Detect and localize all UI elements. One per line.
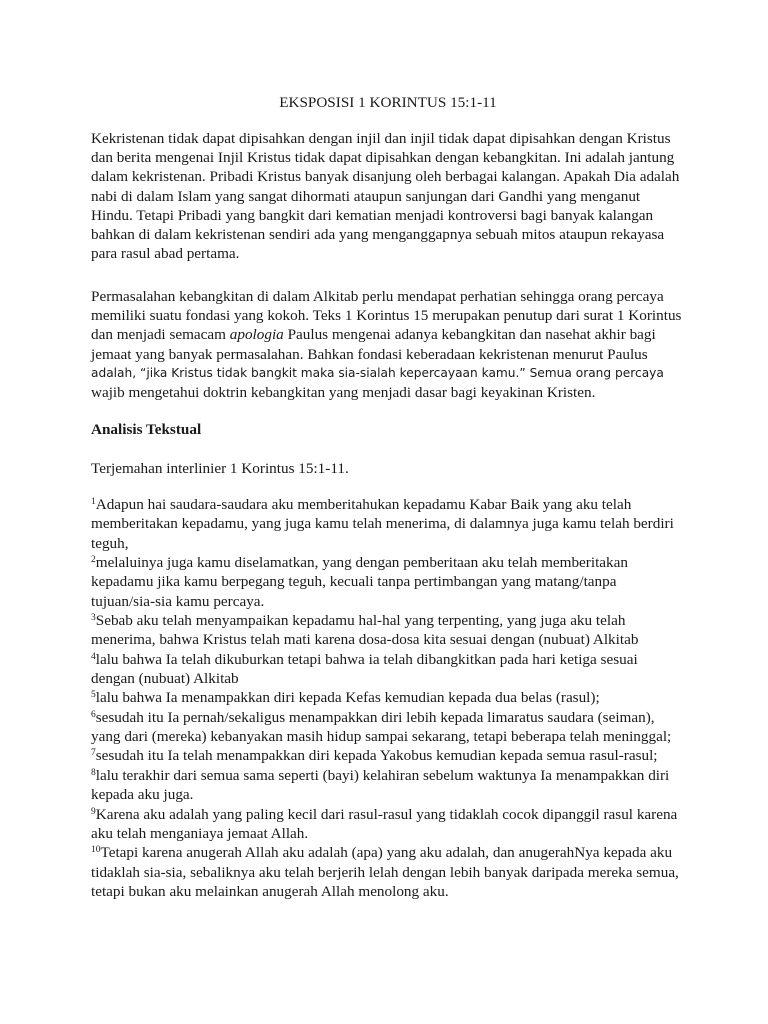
verse-line — [91, 785, 691, 804]
verse-line — [91, 611, 691, 630]
verse-line — [91, 882, 691, 901]
verse-text: lalu bahwa Ia telah dikuburkan tetapi bahwa ia telah dibangkitkan pada hari ketiga sesuai — [95, 650, 638, 668]
text-line: memiliki suatu fondasi yang kokoh. Teks 1 Korintus 15 merupakan penutup dari surat 1 Korintus — [91, 307, 682, 325]
intro-paragraph — [91, 129, 691, 263]
verse-number: 10 — [91, 845, 101, 856]
verse-line — [91, 572, 691, 591]
verse-text: tujuan/sia-sia kamu percaya. — [91, 592, 265, 610]
verse-line — [91, 650, 691, 669]
verse-number: 2 — [91, 555, 96, 566]
verse-line — [91, 669, 691, 688]
verse-line — [91, 863, 691, 882]
verse-number: 7 — [91, 748, 96, 759]
verse-line — [91, 495, 691, 514]
verse-line — [91, 553, 691, 572]
text-line: Hindu. Tetapi Pribadi yang bangkit dari kematian menjadi kontroversi bagi banyak kalangan — [91, 206, 654, 224]
verse-text: menerima, bahwa Kristus telah mati karena dosa-dosa kita sesuai dengan (nubuat) Alkitab — [91, 631, 639, 649]
verse-line — [91, 727, 691, 746]
verse-text: memberitakan kepadamu, yang juga kamu telah menerima, di dalamnya juga kamu telah berdiri — [91, 515, 674, 533]
verse-text: tidaklah sia-sia, sebaliknya aku telah berjerih lelah dengan lebih banyak daripada mereka semua, — [91, 863, 679, 881]
verse-number: 9 — [91, 806, 96, 817]
verse-text: tetapi bukan aku melainkan anugerah Allah menolong aku. — [91, 882, 449, 900]
verse-line — [91, 746, 691, 765]
verse-text: Sebab aku telah menyampaikan kepadamu hal-hal yang terpenting, yang juga aku telah — [95, 612, 626, 630]
verse-text: kepadamu jika kamu berpegang teguh, kecuali tanpa pertimbangan yang matang/tanpa — [91, 573, 617, 591]
verse-line — [91, 592, 691, 611]
verse-text: kepada aku juga. — [91, 786, 194, 804]
verse-line — [91, 514, 691, 533]
text-line: bahkan di dalam kekristenan sendiri ada yang menganggapnya sebuah mitos ataupun rekayasa — [91, 226, 665, 244]
interlinear-intro: Terjemahan interlinier 1 Korintus 15:1-11. — [91, 460, 349, 477]
text-line: dan berita mengenai Injil Kristus tidak dapat dipisahkan dengan kebangkitan. Ini adalah jantung — [91, 149, 675, 167]
verse-line — [91, 824, 691, 843]
verse-text: lalu bahwa Ia menampakkan diri kepada Kefas kemudian kepada dua belas (rasul); — [95, 689, 600, 707]
verse-text: yang dari (mereka) kebanyakan masih hidup sampai sekarang, tetapi beberapa telah meninggal; — [91, 728, 672, 746]
text-line: Permasalahan kebangkitan di dalam Alkitab perlu mendapat perhatian sehingga orang percaya — [91, 288, 664, 305]
verse-text: melaluinya juga kamu diselamatkan, yang dengan pemberitaan aku telah memberitakan — [95, 554, 628, 572]
verse-number: 8 — [91, 767, 96, 778]
verse-line — [91, 534, 691, 553]
verse-text: dengan (nubuat) Alkitab — [91, 670, 239, 688]
text-segment: dan menjadi semacam — [91, 326, 230, 344]
section-heading: Analisis Tekstual — [91, 421, 202, 438]
resurrection-paragraph — [91, 287, 691, 402]
text-line — [91, 325, 691, 344]
verse-number: 6 — [91, 709, 96, 720]
verse-number: 4 — [91, 651, 96, 662]
text-line: Kekristenan tidak dapat dipisahkan dengan injil dan injil tidak dapat dipisahkan dengan Kristus — [91, 130, 671, 147]
verse-text: sesudah itu Ia telah menampakkan diri kepada Yakobus kemudian kepada semua rasul-rasul; — [95, 747, 658, 765]
verse-list — [91, 495, 691, 901]
text-line: adalah, “jika Kristus tidak bangkit maka sia-sialah kepercayaan kamu.” Semua orang percaya — [91, 365, 664, 380]
verse-line — [91, 708, 691, 727]
verse-number: 5 — [91, 690, 96, 701]
apologia-term: apologia — [229, 326, 284, 344]
verse-number: 3 — [91, 613, 96, 624]
verse-text: Karena aku adalah yang paling kecil dari rasul-rasul yang tidaklah cocok dipanggil rasul karena — [95, 805, 678, 823]
text-line: jemaat yang banyak permasalahan. Bahkan fondasi keberadaan kekristenan menurut Paulus — [91, 345, 648, 363]
verse-line — [91, 843, 691, 862]
text-line: wajib mengetahui doktrin kebangkitan yang menjadi dasar bagi keyakinan Kristen. — [91, 384, 596, 402]
verse-number: 1 — [91, 497, 96, 507]
text-line: dalam kekristenan. Pribadi Kristus banyak disanjung oleh berbagai kalangan. Apakah Dia adalah — [91, 168, 680, 186]
verse-text: teguh, — [91, 534, 129, 552]
verse-text: aku telah menganiaya jemaat Allah. — [91, 824, 309, 842]
verse-text: lalu terakhir dari semua sama seperti (bayi) kelahiran sebelum waktunya Ia menampakkan diri — [95, 766, 670, 784]
verse-text: Tetapi karena anugerah Allah aku adalah (apa) yang aku adalah, dan anugerahNya kepada aku — [100, 844, 673, 862]
verse-text: Adapun hai saudara-saudara aku memberitahukan kepadamu Kabar Baik yang aku telah — [95, 496, 632, 513]
verse-line — [91, 630, 691, 649]
text-line: para rasul abad pertama. — [91, 245, 240, 263]
text-line: nabi di dalam Islam yang sangat dihormati ataupun sanjungan dari Gandhi yang menganut — [91, 187, 641, 205]
verse-line — [91, 766, 691, 785]
text-segment: Paulus mengenai adanya kebangkitan dan nasehat akhir bagi — [283, 326, 656, 344]
verse-text: sesudah itu Ia pernah/sekaligus menampakkan diri lebih kepada limaratus saudara (seiman), — [95, 708, 655, 726]
document-title: EKSPOSISI 1 KORINTUS 15:1-11 — [279, 94, 497, 111]
verse-line — [91, 688, 691, 707]
verse-line — [91, 805, 691, 824]
